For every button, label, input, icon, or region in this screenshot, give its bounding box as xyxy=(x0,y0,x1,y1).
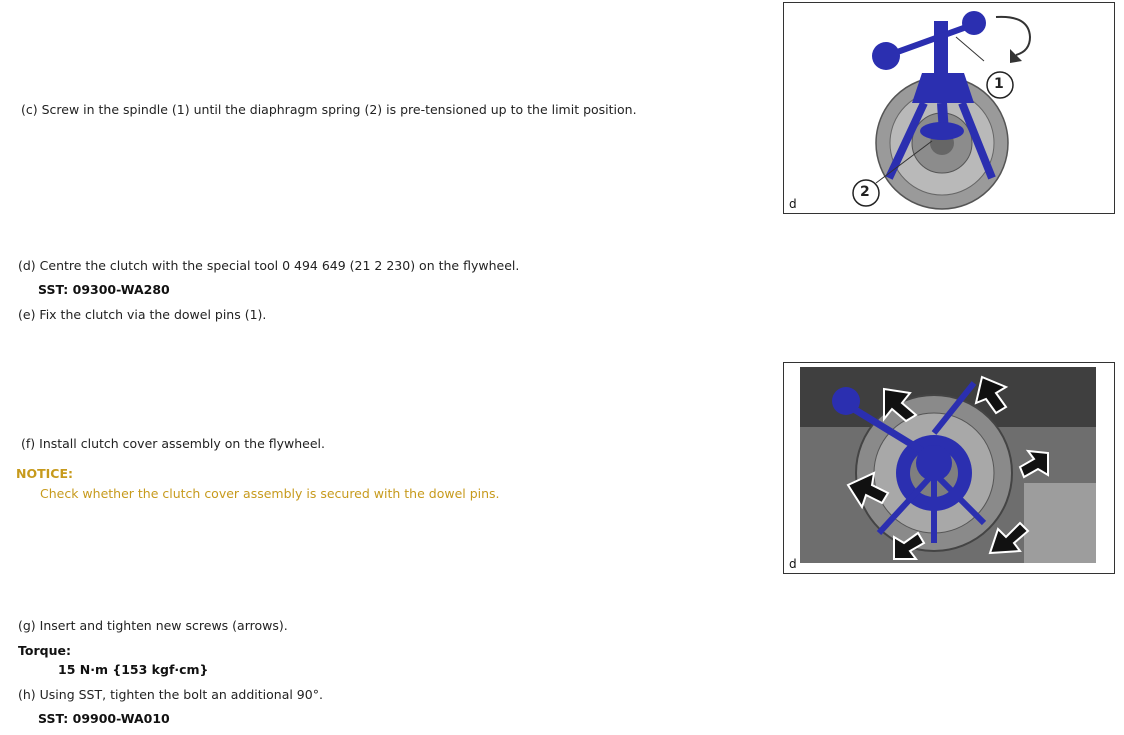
step-f: (f) Install clutch cover assembly on the flywheel. xyxy=(21,436,325,451)
step-e: (e) Fix the clutch via the dowel pins (1). xyxy=(18,307,267,322)
figure-installed-drawing xyxy=(784,363,1114,573)
notice-text: Check whether the clutch cover assembly is secured with the dowel pins. xyxy=(40,486,500,501)
sst-h: SST: 09900-WA010 xyxy=(38,711,170,726)
callout-2: 2 xyxy=(860,184,870,200)
step-c: (c) Screw in the spindle (1) until the diaphragm spring (2) is pre-tensioned up to the limit position. xyxy=(21,102,637,117)
step-g: (g) Insert and tighten new screws (arrows). xyxy=(18,618,288,633)
figure-letter: d xyxy=(789,557,797,571)
sst-d: SST: 09300-WA280 xyxy=(38,282,170,297)
torque-label: Torque: xyxy=(18,643,71,658)
step-h: (h) Using SST, tighten the bolt an additional 90°. xyxy=(18,687,323,702)
figure-letter: d xyxy=(789,197,797,211)
figure-spindle-drawing xyxy=(784,3,1114,213)
callout-1: 1 xyxy=(994,76,1004,92)
torque-value: 15 N·m {153 kgf·cm} xyxy=(58,662,209,677)
figure-clutch-installed xyxy=(783,362,1115,574)
step-d: (d) Centre the clutch with the special tool 0 494 649 (21 2 230) on the flywheel. xyxy=(18,258,520,273)
notice-heading: NOTICE: xyxy=(16,466,73,481)
figure-spindle-tool xyxy=(783,2,1115,214)
